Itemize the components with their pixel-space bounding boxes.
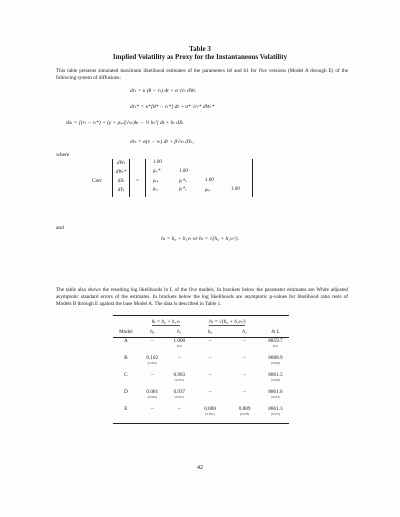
value-cell: – [243, 338, 246, 344]
equation-short-rate: drₜ = κ (θ − rₜ) dt + σ √rₜ dWₜ [130, 88, 196, 94]
vector-entry: dWₜ* [115, 170, 127, 175]
matrix-row [146, 159, 252, 168]
value-cell: 0.001 [0.006] [146, 389, 159, 399]
group-header-row [113, 316, 289, 329]
matrix-row [146, 186, 252, 195]
vector-entry: dYₜ [117, 188, 125, 193]
matrix-cell: ρₛᵥ [205, 188, 211, 193]
loglik-cell: 8888.9 [0.000] [268, 355, 283, 365]
value-cell: – [208, 372, 212, 378]
table-number: Table 3 [189, 45, 211, 53]
value-cell: – [208, 355, 212, 361]
loglik-cell: 8861.5 [0.058] [268, 372, 283, 382]
value-cell: 0.937 [0.097] [173, 389, 186, 399]
value-cell: 0.889 [0.078] [227, 406, 262, 424]
value-cell: – [208, 389, 212, 395]
value-cell: – [139, 406, 166, 424]
loglik-cell: 8861.3 [0.053] [262, 406, 289, 424]
correlation-matrix [145, 159, 253, 197]
table-row [113, 338, 289, 356]
brownian-vector [112, 159, 130, 197]
model-cell: B [124, 355, 128, 361]
vector-entry: dXₜ [117, 179, 125, 184]
value-cell: 0.963 [0.055] [173, 372, 186, 382]
value-cell: – [178, 355, 181, 361]
column-header: h₀ [139, 328, 166, 338]
table-row [113, 406, 289, 424]
column-header: h₁ [227, 328, 262, 338]
matrix-cell: ρᵣᵥ [153, 187, 159, 192]
table-title: Implied Volatility as Proxy for the Instantaneous Volatility [112, 53, 288, 61]
table-row [113, 372, 289, 389]
column-header: h₁ [166, 328, 193, 338]
group-header-sqrt: hₜ = √(h₀ + h₁vₜ²) [209, 319, 246, 325]
description-paragraph: The table also shows the resulting log likelihoods ln L of the five models. In brackets below the parameter estimates are White adjusted asymptotic standard errors of the estimates. In brackets below the log likelihoods are asymptotic p-values for likelihood ratio tests of Models B through E against the base Model A. The data is described in Table 1. [56, 287, 348, 307]
value-cell: – [208, 338, 212, 344]
value-cell: 1.000 N/A [173, 338, 186, 348]
equation-exchange-rate: dsₜ = [(rₜ − rₜ*) + (γ + ρₛᵥξ√vₜ)hₜ − ½ hₜ²] dt + hₜ dXₜ [66, 120, 184, 126]
where-label: where [56, 152, 70, 158]
value-cell: – [243, 389, 246, 395]
h-definition: hₜ = h₀ + h₁vₜ or hₜ = √(h₀ + h₁vₜ²). [161, 236, 239, 242]
equation-variance: dvₜ = α(ν − vₜ) dt + β√vₜ dYₜ, [130, 139, 194, 145]
column-header: h₀ [193, 328, 227, 338]
value-cell: – [243, 372, 246, 378]
column-header: Model [113, 328, 139, 338]
and-label: and [56, 225, 64, 231]
matrix-cell: 1.00 [205, 178, 214, 183]
model-cell: C [124, 372, 128, 378]
matrix-cell: 1.00 [179, 169, 188, 174]
loglik-cell: 8859.7 N/A [268, 338, 283, 348]
matrix-cell: ρᵣₛ [153, 179, 159, 184]
blank-cell [262, 316, 289, 329]
value-cell: – [243, 355, 246, 361]
value-cell: 0.000 [0.001] [193, 406, 227, 424]
model-cell: E [113, 406, 139, 424]
table-row [113, 389, 289, 406]
group-header-linear: hₜ = h₀ + h₁vₜ [151, 319, 181, 325]
intro-paragraph: This table presents simulated maximum likelihood estimates of the parameters h0 and h1 for five versions (Model A through E) of the following system of diffusions: [56, 68, 348, 81]
matrix-cell: 1.00 [231, 187, 240, 192]
value-cell: 0.102 [0.005] [146, 355, 159, 365]
vector-entry: dWₜ [117, 161, 125, 166]
column-header-row [113, 328, 289, 338]
corr-label: Corr [92, 178, 102, 184]
table-row [113, 355, 289, 372]
matrix-cell: ρᵣ*ᵥ [179, 187, 187, 192]
column-header: ln L [262, 328, 289, 338]
matrix-row [146, 177, 252, 186]
matrix-cell: 1.00 [153, 160, 162, 165]
equals-sign: = [136, 178, 140, 184]
value-cell: – [150, 372, 154, 378]
equation-foreign-rate: drₜ* = κ*[θ* − rₜ*] dt + σ* √rₜ* dWₜ* [130, 104, 215, 110]
matrix-cell: ρᵣᵣ* [153, 169, 161, 174]
loglik-cell: 8861.6 [0.051] [268, 389, 283, 399]
blank-cell [113, 316, 139, 329]
value-cell: – [150, 338, 154, 344]
model-cell: D [124, 389, 128, 395]
model-cell: A [124, 338, 128, 344]
results-table [113, 315, 289, 424]
page-number: 42 [197, 465, 203, 471]
value-cell: – [166, 406, 193, 424]
matrix-cell: ρᵣ*ₛ [179, 179, 187, 184]
matrix-row [146, 168, 252, 177]
